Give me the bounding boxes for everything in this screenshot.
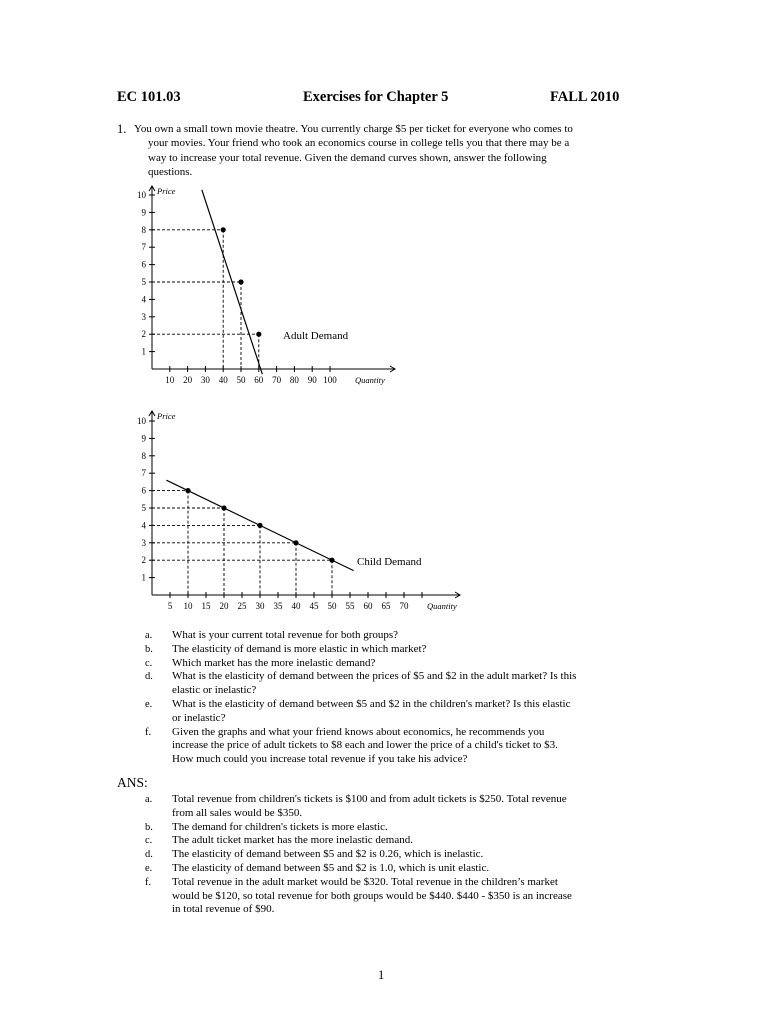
x-tick-label: 80 bbox=[289, 375, 299, 385]
x-tick-label: 70 bbox=[272, 375, 282, 385]
chart-child-demand bbox=[137, 411, 460, 611]
x-tick-label: 70 bbox=[399, 601, 409, 611]
question-item bbox=[145, 629, 655, 643]
answer-label: b. bbox=[145, 821, 153, 833]
demand-curve bbox=[202, 190, 263, 374]
answer-text-line: The elasticity of demand between $5 and $2 is 0.26, which is inelastic. bbox=[172, 848, 484, 861]
question-item bbox=[145, 643, 655, 657]
data-point bbox=[221, 227, 226, 232]
answer-item bbox=[145, 862, 655, 876]
x-tick-label: 35 bbox=[273, 601, 283, 611]
prompt-line: your movies. Your friend who took an economics course in college tells you that there may be a bbox=[148, 137, 570, 150]
y-axis-label: Price bbox=[157, 186, 176, 196]
prompt-line: questions. bbox=[148, 165, 193, 178]
answer-text-line: in total revenue of $90. bbox=[172, 903, 275, 916]
answer-text-line: Total revenue in the adult market would be $320. Total revenue in the children’s market bbox=[172, 875, 558, 888]
x-tick-label: 50 bbox=[327, 601, 337, 611]
answer-text-line: would be $120, so total revenue for both groups would be $440. $440 - $350 is an increase bbox=[172, 889, 572, 902]
x-tick-label: 20 bbox=[219, 601, 229, 611]
answers-heading: ANS: bbox=[117, 775, 148, 790]
question-label: d. bbox=[145, 671, 153, 683]
answer-item bbox=[145, 821, 655, 835]
y-tick-label: 8 bbox=[141, 224, 146, 235]
question-text-line: elastic or inelastic? bbox=[172, 684, 257, 697]
y-tick-label: 4 bbox=[141, 520, 146, 531]
x-tick-label: 55 bbox=[345, 601, 355, 611]
question-item bbox=[145, 657, 655, 671]
x-tick-label: 10 bbox=[183, 601, 193, 611]
x-tick-label: 10 bbox=[165, 375, 175, 385]
x-tick-label: 65 bbox=[381, 601, 391, 611]
y-tick-label: 3 bbox=[141, 311, 146, 322]
prompt-line: You own a small town movie theatre. You currently charge $5 per ticket for everyone who comes to bbox=[134, 123, 573, 135]
y-tick-label: 4 bbox=[141, 294, 146, 305]
answer-text-line: from all sales would be $350. bbox=[172, 806, 303, 819]
x-tick-label: 60 bbox=[363, 601, 373, 611]
y-tick-label: 5 bbox=[141, 503, 146, 513]
answer-label: c. bbox=[145, 835, 153, 847]
y-tick-label: 2 bbox=[141, 329, 146, 340]
answer-item bbox=[145, 848, 655, 862]
x-tick-label: 40 bbox=[291, 601, 301, 611]
y-axis-label: Price bbox=[157, 411, 176, 421]
x-axis-label: Quantity bbox=[427, 601, 457, 611]
question-list bbox=[145, 629, 655, 767]
answer-text-line: The demand for children's tickets is more elastic. bbox=[172, 820, 388, 833]
y-tick-label: 6 bbox=[141, 485, 146, 496]
answer-text-line: The adult ticket market has the more inelastic demand. bbox=[172, 834, 413, 847]
x-tick-label: 30 bbox=[200, 375, 210, 385]
data-point bbox=[238, 279, 243, 284]
x-tick-label: 100 bbox=[323, 375, 337, 385]
y-tick-label: 10 bbox=[137, 416, 146, 426]
question-text-line: or inelastic? bbox=[172, 711, 226, 724]
x-tick-label: 45 bbox=[309, 601, 319, 611]
prompt-line: way to increase your total revenue. Given the demand curves shown, answer the following bbox=[148, 151, 547, 164]
answer-label: d. bbox=[145, 849, 153, 861]
y-tick-label: 3 bbox=[141, 537, 146, 548]
question-text-line: What is the elasticity of demand between $5 and $2 in the children's market? Is this elastic bbox=[172, 697, 571, 710]
answer-label: f. bbox=[145, 876, 152, 888]
question-text-line: How much could you increase total revenue if you take his advice? bbox=[172, 753, 468, 766]
question-label: c. bbox=[145, 657, 153, 669]
y-tick-label: 10 bbox=[137, 190, 146, 200]
x-tick-label: 15 bbox=[201, 601, 211, 611]
question-item bbox=[145, 726, 655, 767]
data-point bbox=[185, 488, 190, 493]
y-tick-label: 6 bbox=[141, 259, 146, 270]
question-text-line: increase the price of adult tickets to $8 each and lower the price of a child's ticket to $3. bbox=[172, 739, 558, 752]
curve-label: Child Demand bbox=[357, 556, 422, 568]
y-tick-label: 7 bbox=[141, 468, 146, 479]
data-point bbox=[293, 540, 298, 545]
x-tick-label: 5 bbox=[167, 601, 173, 611]
answer-list bbox=[145, 793, 655, 917]
x-tick-label: 25 bbox=[237, 601, 247, 611]
y-tick-label: 2 bbox=[141, 555, 146, 566]
question-item bbox=[145, 698, 655, 726]
question-label: f. bbox=[145, 726, 152, 738]
chart-adult-demand bbox=[137, 186, 395, 385]
answer-item bbox=[145, 876, 655, 917]
answer-item bbox=[145, 793, 655, 821]
question-text-line: Given the graphs and what your friend knows about economics, he recommends you bbox=[172, 725, 545, 738]
question-label: a. bbox=[145, 630, 153, 641]
answer-label: a. bbox=[145, 794, 153, 805]
y-tick-label: 8 bbox=[141, 450, 146, 461]
x-tick-label: 30 bbox=[255, 601, 265, 611]
question-label: b. bbox=[145, 643, 153, 655]
y-tick-label: 9 bbox=[141, 433, 146, 444]
question-item bbox=[145, 670, 655, 698]
x-axis-label: Quantity bbox=[355, 375, 385, 385]
data-point bbox=[256, 332, 261, 337]
x-tick-label: 50 bbox=[236, 375, 246, 385]
y-tick-label: 1 bbox=[141, 572, 146, 583]
question-label: e. bbox=[145, 698, 153, 710]
term: FALL 2010 bbox=[550, 89, 620, 105]
page-title: Exercises for Chapter 5 bbox=[303, 89, 449, 105]
y-tick-label: 9 bbox=[141, 207, 146, 218]
x-tick-label: 20 bbox=[183, 375, 193, 385]
y-tick-label: 1 bbox=[141, 346, 146, 357]
x-tick-label: 90 bbox=[307, 375, 317, 385]
data-point bbox=[329, 558, 334, 563]
answer-label: e. bbox=[145, 862, 153, 874]
curve-label: Adult Demand bbox=[283, 330, 349, 342]
question-text-line: Which market has the more inelastic demand? bbox=[172, 656, 376, 669]
page-number: 1 bbox=[378, 968, 385, 982]
y-tick-label: 5 bbox=[141, 277, 146, 287]
answer-item bbox=[145, 834, 655, 848]
course-code: EC 101.03 bbox=[117, 89, 181, 105]
answer-text-line: The elasticity of demand between $5 and $2 is 1.0, which is unit elastic. bbox=[172, 861, 490, 874]
question-text-line: The elasticity of demand is more elastic in which market? bbox=[172, 642, 427, 655]
data-point bbox=[257, 523, 262, 528]
data-point bbox=[221, 505, 226, 510]
y-tick-label: 7 bbox=[141, 242, 146, 253]
question-text-line: What is the elasticity of demand between the prices of $5 and $2 in the adult market? Is this bbox=[172, 670, 577, 683]
answer-text-line: Total revenue from children's tickets is $100 and from adult tickets is $250. Total revenue bbox=[172, 793, 567, 805]
x-tick-label: 60 bbox=[254, 375, 264, 385]
question-number: 1. bbox=[117, 122, 127, 136]
x-tick-label: 40 bbox=[218, 375, 228, 385]
question-text-line: What is your current total revenue for both groups? bbox=[172, 629, 399, 641]
